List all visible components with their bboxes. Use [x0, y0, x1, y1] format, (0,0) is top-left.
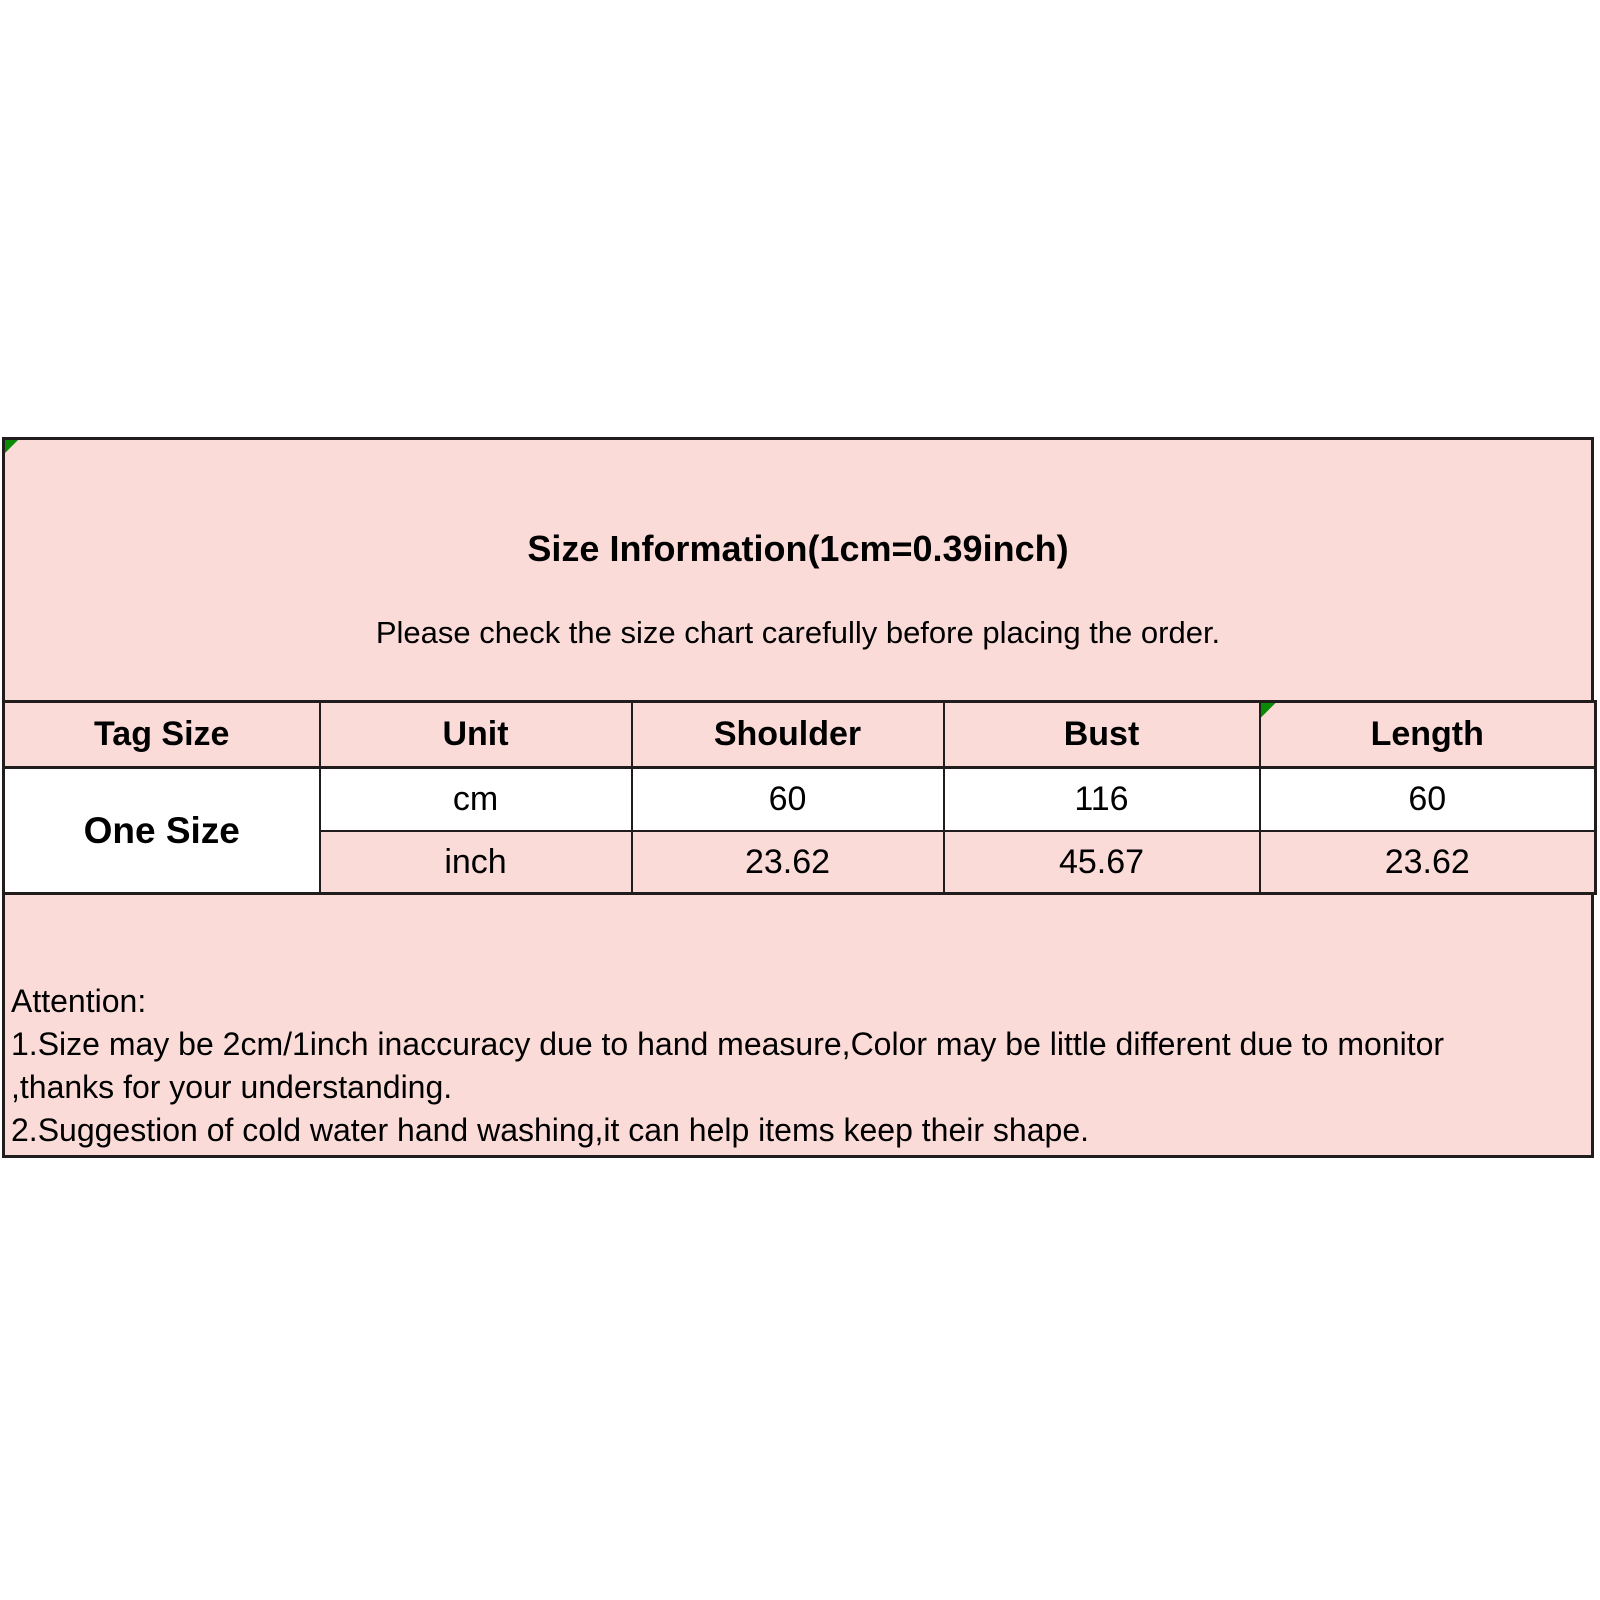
inch-unit-cell: inch: [320, 831, 632, 894]
green-corner-marker-icon: [5, 440, 18, 453]
attention-line-2: ,thanks for your understanding.: [11, 1069, 453, 1105]
size-info-subtitle: Please check the size chart carefully before placing the order.: [375, 615, 1221, 650]
attention-line-1: 1.Size may be 2cm/1inch inaccuracy due to hand measure,Color may be little different due to monitor: [11, 1026, 1445, 1062]
col-header-bust: Bust: [944, 702, 1260, 768]
inch-shoulder-cell: 23.62: [632, 831, 944, 894]
col-header-tag-size: Tag Size: [4, 702, 320, 768]
attention-block: [11, 980, 1589, 1152]
tag-size-cell: One Size: [4, 768, 320, 894]
inch-bust-cell: 45.67: [944, 831, 1260, 894]
attention-line-3: 2.Suggestion of cold water hand washing,it can help items keep their shape.: [11, 1112, 1089, 1148]
size-table-row-cm: [4, 768, 1596, 832]
col-header-length-label: Length: [1370, 715, 1484, 753]
cm-length-cell: 60: [1260, 768, 1596, 832]
size-table-header-row: [4, 702, 1596, 768]
cm-unit-cell: cm: [320, 768, 632, 832]
inch-length-cell: 23.62: [1260, 831, 1596, 894]
green-cell-marker-icon: [1261, 703, 1276, 718]
col-header-length: [1260, 702, 1596, 768]
col-header-shoulder: Shoulder: [632, 702, 944, 768]
attention-heading: Attention:: [11, 983, 147, 1019]
size-info-title: Size Information(1cm=0.39inch): [527, 528, 1069, 569]
col-header-unit: Unit: [320, 702, 632, 768]
size-info-panel: [2, 437, 1594, 1158]
cm-shoulder-cell: 60: [632, 768, 944, 832]
size-table: [2, 700, 1597, 895]
cm-bust-cell: 116: [944, 768, 1260, 832]
